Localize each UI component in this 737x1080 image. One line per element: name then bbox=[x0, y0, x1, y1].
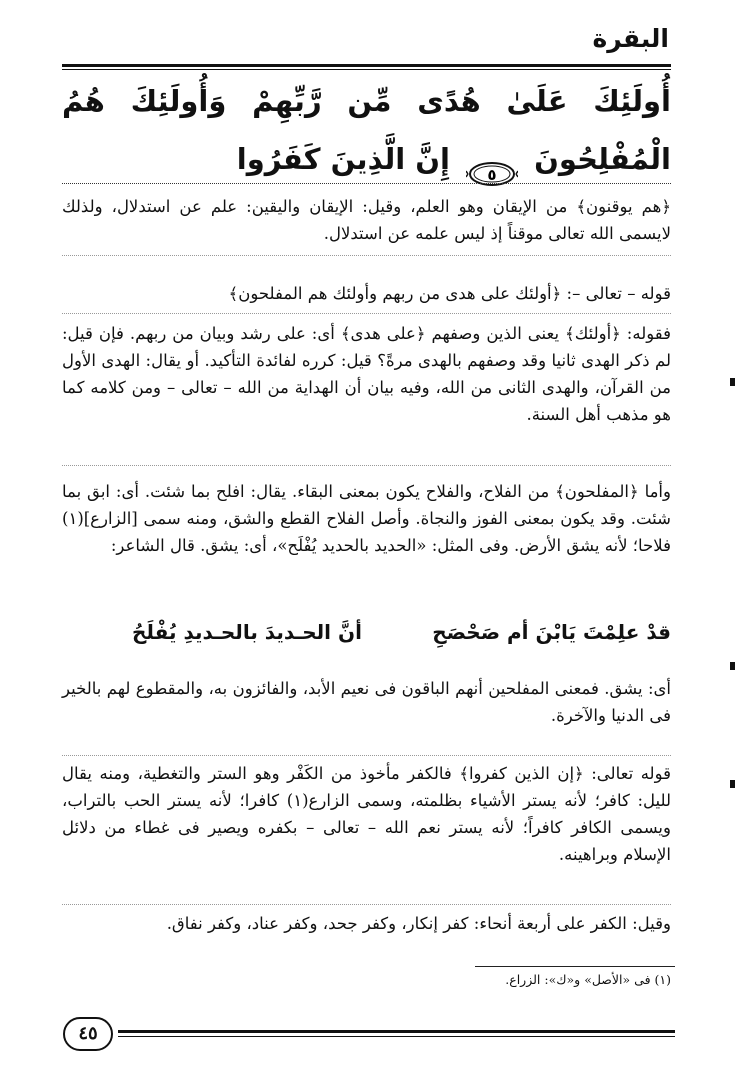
header-rule-thin bbox=[62, 69, 671, 70]
footer-rule-thin bbox=[118, 1036, 675, 1037]
margin-mark bbox=[730, 662, 735, 670]
quran-verse bbox=[62, 72, 671, 188]
paragraph-separator bbox=[62, 313, 671, 314]
verse-number: ٥ bbox=[487, 166, 497, 184]
margin-mark bbox=[730, 378, 735, 386]
margin-mark bbox=[730, 780, 735, 788]
paragraph-7: وقيل: الكفر على أربعة أنحاء: كفر إنكار، وكفر جحد، وكفر عناد، وكفر نفاق. bbox=[166, 914, 671, 933]
paragraph-2: قوله – تعالى –: ﴿أولئك على هدى من ربهم وأولئك هم المفلحون﴾ bbox=[228, 284, 671, 303]
verse-text-part2: إِنَّ الَّذِينَ كَفَرُوا bbox=[236, 142, 450, 176]
paragraph-3: فقوله: ﴿أولئك﴾ يعنى الذين وصفهم ﴿على هدى﴾ أى: على رشد وبيان من ربهم. فإن قيل: لم ذكر الهدى ثانيا وقد وصفهم بالهدى مرةً؟ قيل: كرره لفائدة التأكيد. أو يقال: الهدى الأول من القرآن، والهدى الثانى من الله، وفيه بيان أن الهداية من الله – تعالى – ومن كلامه كما هو مذهب أهل السنة. bbox=[62, 324, 671, 424]
footer-rule bbox=[118, 1030, 675, 1033]
poem-hemistich-1: قدْ علِمْتَ يَابْنَ أم صَحْصَحِ bbox=[432, 620, 671, 644]
footnote: (١) فى «الأصل» و«ك»: الزراع. bbox=[505, 972, 671, 987]
paragraph-5: أى: يشق. فمعنى المفلحين أنهم الباقون فى نعيم الأبد، والفائزون به، والمقطوع لهم بالخير فى الدنيا والآخرة. bbox=[62, 679, 671, 725]
poem-hemistich-2: أنَّ الحـديدَ بالحـديدِ يُفْلَحُ bbox=[132, 620, 362, 644]
header-rule bbox=[62, 64, 671, 67]
verse-end-marker-icon bbox=[466, 148, 518, 184]
paragraph-6: قوله تعالى: ﴿إن الذين كفروا﴾ فالكفر مأخوذ من الكَفْر وهو الستر والتغطية، ومنه يقال لليل: كافر؛ لأنه يستر الأشياء بظلمته، وسمى الزارع(١) كافرا؛ لأنه يستر الحب بالتراب، ويسمى الكافر كافراً؛ لأنه يستر نعم الله – تعالى – بكفره ويصير فى غطاء من دلائل الإسلام وبراهينه. bbox=[62, 764, 671, 864]
footnote-rule bbox=[475, 966, 675, 967]
paragraph-separator bbox=[62, 255, 671, 256]
verse-text-part1: أُولَئِكَ عَلَىٰ هُدًى مِّن رَّبِّهِمْ وَأُولَئِكَ هُمُ الْمُفْلِحُونَ bbox=[62, 84, 671, 176]
page-number: ٤٥ bbox=[63, 1017, 113, 1051]
paragraph-separator bbox=[62, 465, 671, 466]
verse-divider bbox=[62, 183, 671, 184]
paragraph-separator bbox=[62, 755, 671, 756]
paragraph-4: وأما ﴿المفلحون﴾ من الفلاح، والفلاح يكون بمعنى البقاء. يقال: افلح بما شئت. أى: ابق بما شئت. وقد يكون بمعنى الفوز والنجاة. وأصل الفلاح القطع والشق، ومنه سمى [الزارع](١) فلاحا؛ لأنه يشق الأرض. وفى المثل: «الحديد بالحديد يُفْلَح»، أى: يشق. قال الشاعر: bbox=[62, 482, 671, 555]
paragraph-1: ﴿هم يوقنون﴾ من الإيقان وهو العلم، وقيل: الإيقان واليقين: علم عن استدلال، ولذلك لايسمى الله تعالى موقناً إذ ليس علمه عن استدلال. bbox=[62, 197, 671, 243]
paragraph-separator bbox=[62, 904, 671, 905]
surah-title: البقرة bbox=[592, 24, 669, 53]
poetry-verse bbox=[62, 620, 671, 656]
